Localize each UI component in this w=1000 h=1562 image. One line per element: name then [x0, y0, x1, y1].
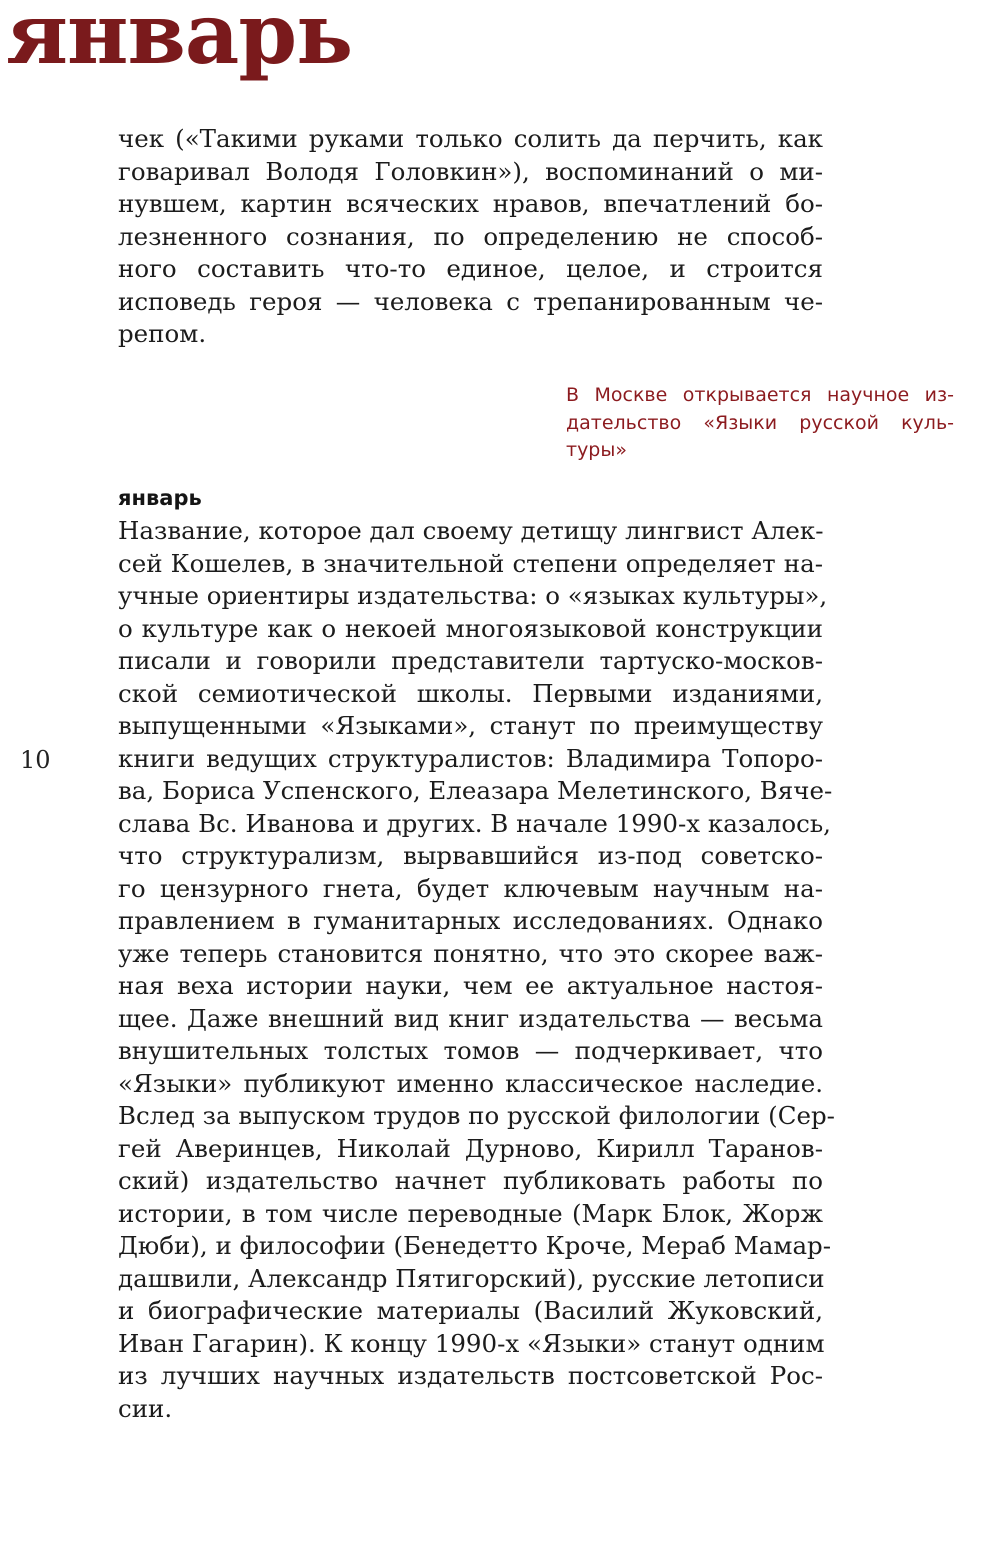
text-line: репом.	[118, 319, 207, 348]
text-line: ная веха истории науки, чем ее актуальное настоя-	[118, 971, 823, 1000]
text-line: слава Вс. Иванова и других. В начале 1990-х казалось,	[118, 808, 831, 838]
text-line: нувшем, картин всяческих нравов, впечатлений бо-	[118, 189, 823, 218]
text-line: чек («Такими руками только солить да перчить, как	[118, 124, 823, 153]
text-line: «Языки» публикуют именно классическое наследие.	[118, 1068, 823, 1098]
text-line: ский) издательство начнет публиковать работы по	[118, 1166, 823, 1195]
text-line: писали и говорили представители тартуско-москов-	[118, 646, 823, 675]
sidebar-note-line: туры»	[566, 439, 627, 461]
text-line: го цензурного гнета, будет ключевым научным на-	[118, 873, 823, 903]
text-line: сей Кошелев, в значительной степени определяет на-	[118, 548, 823, 578]
text-line: ного составить что-то единое, целое, и строится	[118, 254, 823, 283]
page-title-month: январь	[6, 0, 353, 83]
text-line: Иван Гагарин). К концу 1990-х «Языки» станут одним	[118, 1328, 825, 1358]
text-line: сии.	[118, 1393, 173, 1423]
text-line: из лучших научных издательств постсоветской Рос-	[118, 1361, 823, 1390]
text-line: истории, в том числе переводные (Марк Блок, Жорж	[118, 1198, 823, 1228]
text-line: Вслед за выпуском трудов по русской филологии (Сер-	[118, 1101, 835, 1130]
text-line: Дюби), и философии (Бенедетто Кроче, Мераб Мамар-	[118, 1231, 832, 1260]
text-line: гей Аверинцев, Николай Дурново, Кирилл Таранов-	[118, 1133, 823, 1163]
entry-date-label: январь	[118, 486, 202, 510]
text-line: говаривал Володя Головкин»), воспоминаний о ми-	[118, 156, 823, 186]
text-line: что структурализм, вырвавшийся из-под советско-	[118, 841, 823, 870]
sidebar-note	[566, 382, 954, 465]
text-line: внушительных толстых томов — подчеркивает, что	[118, 1036, 823, 1065]
text-line: лезненного сознания, по определению не способ-	[118, 221, 823, 251]
text-line: уже теперь становится понятно, что это скорее важ-	[118, 938, 823, 968]
sidebar-note-line: В Москве открывается научное из-	[566, 384, 954, 406]
text-line: исповедь героя — человека с трепанированным че-	[118, 286, 823, 316]
text-line: щее. Даже внешний вид книг издательства — весьма	[118, 1003, 823, 1033]
text-line: выпущенными «Языками», станут по преимуществу	[118, 711, 823, 740]
text-line: дашвили, Александр Пятигорский), русские летописи	[118, 1263, 825, 1293]
entry-paragraph	[118, 515, 835, 1425]
sidebar-note-line: дательство «Языки русской куль-	[566, 411, 954, 434]
text-line: и биографические материалы (Василий Жуковский,	[118, 1296, 823, 1325]
intro-paragraph	[118, 123, 823, 351]
text-line: правлением в гуманитарных исследованиях. Однако	[118, 906, 823, 935]
page-number: 10	[20, 746, 51, 774]
text-line: Название, которое дал своему детищу лингвист Алек-	[118, 516, 824, 545]
text-line: ва, Бориса Успенского, Елеазара Мелетинского, Вяче-	[118, 776, 833, 805]
text-line: о культуре как о некоей многоязыковой конструкции	[118, 613, 823, 643]
text-line: ской семиотической школы. Первыми изданиями,	[118, 678, 823, 708]
text-line: учные ориентиры издательства: о «языках культуры»,	[118, 581, 828, 610]
text-line: книги ведущих структуралистов: Владимира Топоро-	[118, 743, 823, 773]
